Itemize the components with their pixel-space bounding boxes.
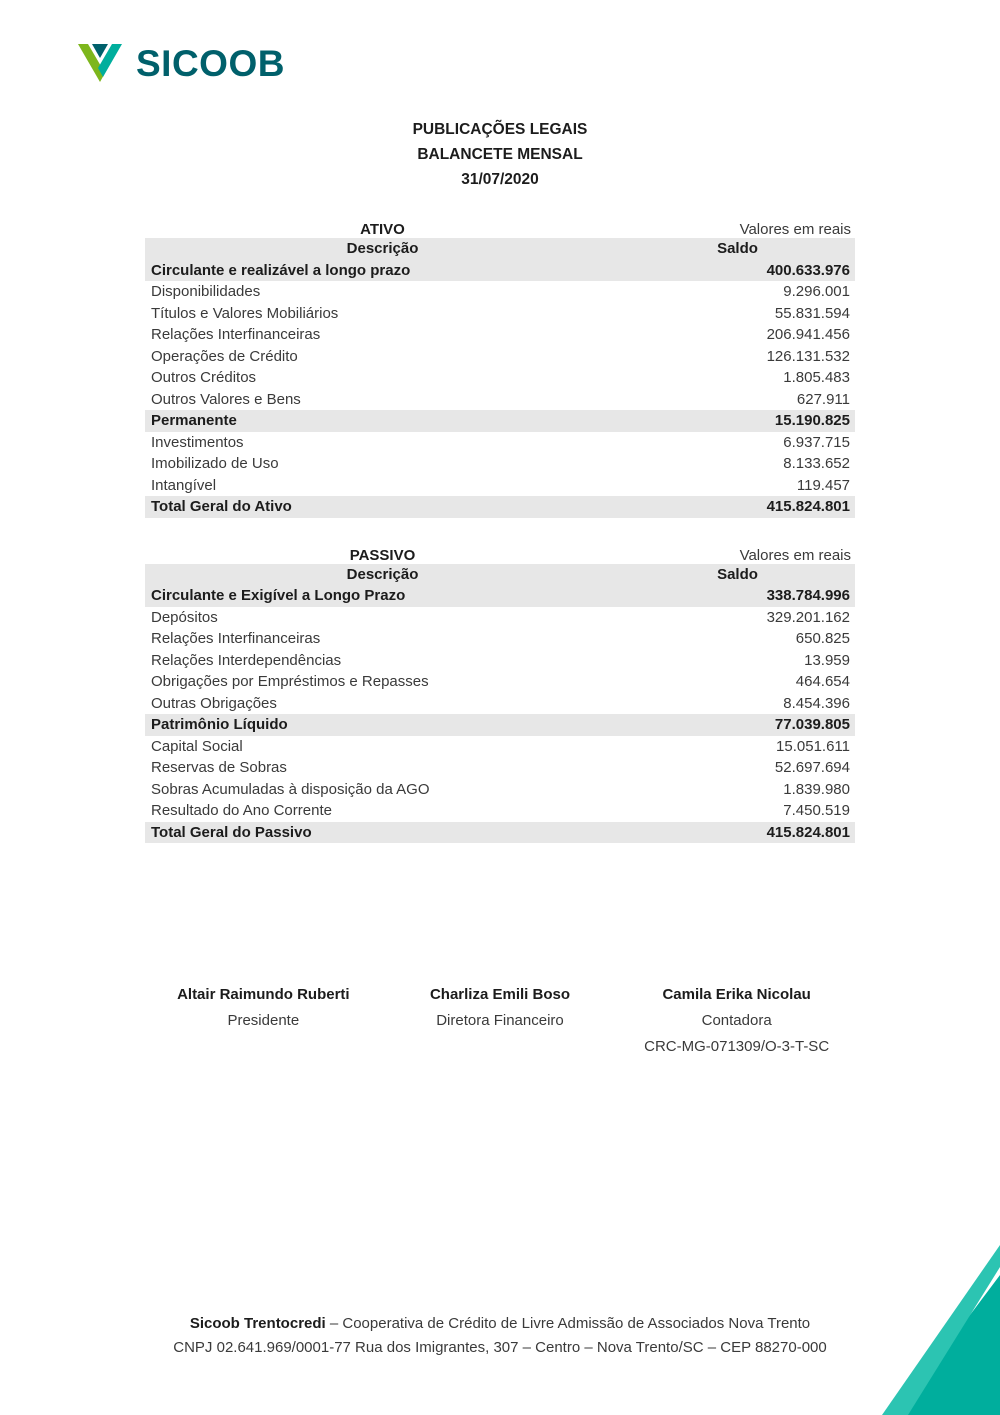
footer-line-1 [0, 1312, 1000, 1336]
row-value: 15.051.611 [776, 737, 850, 755]
table-row [145, 628, 855, 650]
row-label: Relações Interfinanceiras [151, 630, 321, 648]
signatory-name: Camila Erika Nicolau [662, 986, 811, 1003]
row-value: 7.450.519 [783, 802, 850, 820]
row-label: Relações Interfinanceiras [151, 326, 321, 344]
row-label: Outras Obrigações [151, 694, 277, 712]
signature-financial-director [382, 982, 619, 1060]
table-row [145, 389, 855, 411]
row-label: Intangível [151, 476, 217, 494]
column-header-saldo: Saldo [717, 565, 758, 583]
document-footer [0, 1312, 1000, 1360]
row-value: 1.805.483 [783, 369, 850, 387]
table-row [145, 475, 855, 497]
table-row [145, 432, 855, 454]
currency-note: Valores em reais [739, 221, 851, 238]
row-label: Imobilizado de Uso [151, 455, 279, 473]
row-label: Sobras Acumuladas à disposição da AGO [151, 780, 430, 798]
row-label: Outros Valores e Bens [151, 390, 301, 408]
logo-row [0, 0, 1000, 95]
row-label: Obrigações por Empréstimos e Repasses [151, 673, 429, 691]
row-label: Reservas de Sobras [151, 759, 287, 777]
table-title: PASSIVO [349, 546, 416, 564]
sicoob-wordmark: SICOOB [136, 43, 285, 84]
table-row [145, 779, 855, 801]
row-label: Permanente [151, 412, 237, 430]
footer-coop-description: – Cooperativa de Crédito de Livre Admissão de Associados Nova Trento [325, 1315, 811, 1332]
row-value: 52.697.694 [774, 759, 850, 777]
signatures [145, 982, 855, 1060]
section-total-row [145, 714, 855, 736]
row-label: Circulante e realizável a longo prazo [151, 261, 411, 279]
row-value: 55.831.594 [774, 304, 850, 322]
row-value: 464.654 [795, 673, 850, 691]
row-label: Operações de Crédito [151, 347, 298, 365]
table-row [145, 736, 855, 758]
row-value: 13.959 [804, 651, 850, 669]
sicoob-logo-icon [74, 40, 126, 88]
column-header-descricao: Descrição [346, 240, 419, 258]
row-label: Investimentos [151, 433, 244, 451]
table-row [145, 453, 855, 475]
column-header-descricao: Descrição [346, 565, 419, 583]
table-row [145, 303, 855, 325]
row-value: 15.190.825 [774, 412, 850, 430]
signatory-crc: CRC-MG-071309/O-3-T-SC [644, 1038, 830, 1055]
table-title: ATIVO [360, 221, 405, 238]
ativo-caption [145, 216, 855, 238]
signatory-name: Charliza Emili Boso [429, 986, 570, 1003]
row-label: Outros Créditos [151, 369, 257, 387]
signatory-name: Altair Raimundo Ruberti [177, 986, 350, 1003]
table-row [145, 671, 855, 693]
table-row [145, 607, 855, 629]
row-value: 8.133.652 [783, 455, 850, 473]
signature-president [145, 982, 382, 1060]
passivo-table-body [145, 585, 855, 843]
row-value: 206.941.456 [766, 326, 850, 344]
table-row [145, 367, 855, 389]
currency-note: Valores em reais [739, 546, 851, 564]
section-total-row [145, 410, 855, 432]
row-value: 6.937.715 [783, 433, 850, 451]
row-label: Capital Social [151, 737, 243, 755]
report-title: BALANCETE MENSAL [417, 146, 583, 163]
row-value: 415.824.801 [766, 498, 850, 516]
table-header-row [145, 238, 855, 260]
signature-accountant [618, 982, 855, 1060]
row-value: 650.825 [795, 630, 850, 648]
table-header-row [145, 564, 855, 586]
publication-title: PUBLICAÇÕES LEGAIS [412, 121, 588, 138]
row-value: 77.039.805 [774, 716, 850, 734]
passivo-table [145, 542, 855, 844]
sicoob-logo [74, 40, 1000, 88]
ativo-table [145, 216, 855, 518]
row-value: 329.201.162 [766, 608, 850, 626]
row-label: Total Geral do Passivo [151, 823, 312, 841]
row-value: 400.633.976 [766, 261, 850, 279]
ativo-table-body [145, 260, 855, 518]
table-row [145, 281, 855, 303]
table-row [145, 757, 855, 779]
row-value: 119.457 [796, 476, 850, 494]
table-row [145, 800, 855, 822]
table-row [145, 650, 855, 672]
row-label: Disponibilidades [151, 283, 261, 301]
row-label: Patrimônio Líquido [151, 716, 288, 734]
row-value: 338.784.996 [766, 587, 850, 605]
table-row [145, 346, 855, 368]
row-label: Títulos e Valores Mobiliários [151, 304, 339, 322]
signatory-role: Contadora [701, 1012, 772, 1029]
row-value: 126.131.532 [766, 347, 850, 365]
row-value: 8.454.396 [783, 694, 850, 712]
footer-coop-name: Sicoob Trentocredi [189, 1315, 326, 1332]
column-header-saldo: Saldo [717, 240, 758, 258]
signatory-role: Diretora Financeiro [436, 1012, 564, 1029]
row-label: Circulante e Exigível a Longo Prazo [151, 587, 406, 605]
section-total-row [145, 260, 855, 282]
row-value: 415.824.801 [766, 823, 850, 841]
row-label: Resultado do Ano Corrente [151, 802, 332, 820]
report-date: 31/07/2020 [461, 171, 539, 188]
corner-decoration-icon [870, 1245, 1000, 1415]
row-label: Depósitos [151, 608, 218, 626]
row-value: 1.839.980 [783, 780, 850, 798]
signatory-role: Presidente [227, 1012, 300, 1029]
row-value: 627.911 [796, 390, 850, 408]
row-label: Relações Interdependências [151, 651, 342, 669]
table-row [145, 324, 855, 346]
row-value: 9.296.001 [783, 283, 850, 301]
section-total-row [145, 822, 855, 844]
section-total-row [145, 496, 855, 518]
document-heading [0, 117, 1000, 192]
row-label: Total Geral do Ativo [151, 498, 292, 516]
passivo-caption [145, 542, 855, 564]
section-total-row [145, 585, 855, 607]
table-row [145, 693, 855, 715]
footer-line-2: CNPJ 02.641.969/0001-77 Rua dos Imigrantes, 307 – Centro – Nova Trento/SC – CEP 88270-000 [173, 1339, 827, 1356]
